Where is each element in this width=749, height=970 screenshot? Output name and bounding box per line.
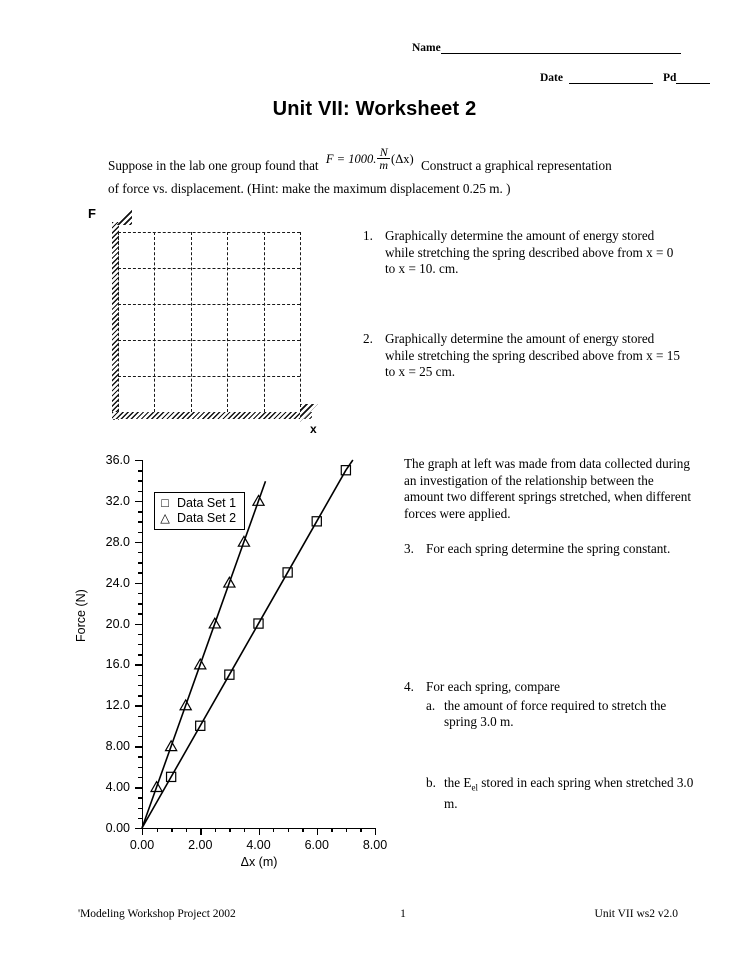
question-2 — [363, 331, 683, 381]
y-tick-label: 8.00 — [105, 739, 130, 754]
question-3-number: 3. — [404, 541, 414, 556]
x-tick-minor — [302, 828, 303, 832]
force-vs-displacement-chart — [74, 452, 408, 872]
legend-label-1: Data Set 1 — [177, 496, 237, 510]
footer-left: 'Modeling Workshop Project 2002 — [78, 908, 236, 920]
formula-fraction — [377, 147, 390, 171]
formula-denominator: m — [379, 158, 389, 172]
x-tick-minor — [157, 828, 158, 832]
intro-line-two: of force vs. displacement. (Hint: make the maximum displacement 0.25 m. ) — [108, 181, 511, 196]
y-tick-minor — [138, 726, 142, 727]
series-line-2 — [142, 481, 265, 828]
y-tick-minor — [138, 767, 142, 768]
page-title: Unit VII: Worksheet 2 — [272, 98, 477, 120]
square-data-point — [312, 517, 321, 526]
grid-x-axis-label: x — [310, 422, 317, 436]
footer-right: Unit VII ws2 v2.0 — [594, 908, 678, 920]
intro-text-after: Construct a graphical representation — [420, 158, 612, 174]
question-4a-label: a. — [426, 697, 436, 713]
question-4b-label: b. — [426, 774, 436, 790]
y-tick-minor — [138, 808, 142, 809]
question-4a — [426, 698, 694, 731]
triangle-data-point — [195, 659, 206, 669]
y-tick-minor — [138, 521, 142, 522]
graph-description-text: The graph at left was made from data collected during an investigation of the relationship between the amount two different springs stretched, when different forces were applied. — [404, 456, 691, 521]
square-data-point — [196, 721, 205, 730]
x-tick-minor — [288, 828, 289, 832]
question-3-text: For each spring determine the spring constant. — [426, 541, 671, 556]
name-field-row — [412, 42, 681, 54]
y-tick-minor — [138, 756, 142, 757]
question-4 — [404, 679, 694, 812]
square-data-point — [341, 466, 350, 475]
y-tick-label: 24.0 — [105, 575, 130, 590]
triangle-data-point — [166, 741, 177, 751]
question-4b — [426, 775, 694, 813]
y-tick-minor — [138, 675, 142, 676]
blank-graph-diagram — [88, 206, 317, 436]
x-tick-minor — [346, 828, 347, 832]
question-4b-text — [444, 775, 694, 813]
x-tick-label: 8.00 — [362, 838, 388, 852]
y-tick-minor — [138, 613, 142, 614]
question-4b-text-before: the — [444, 774, 464, 790]
elastic-energy-subscript: el — [471, 782, 478, 793]
pd-blank-line[interactable] — [676, 72, 710, 84]
legend-item-data-set-1 — [159, 496, 236, 511]
square-data-point — [254, 619, 263, 628]
question-2-number: 2. — [363, 331, 373, 346]
triangle-data-point — [151, 782, 162, 792]
y-tick-minor — [138, 818, 142, 819]
graph-description — [404, 456, 694, 522]
y-tick-major — [135, 542, 142, 543]
y-tick-minor — [138, 603, 142, 604]
x-tick-label: 2.00 — [188, 838, 213, 852]
x-axis-arrow-icon — [300, 404, 318, 422]
question-4b-text-after: stored in each spring when stretched 3.0 m. — [444, 774, 694, 811]
elastic-energy-symbol: E — [463, 774, 472, 790]
question-1-text: Graphically determine the amount of energy stored while stretching the spring described above from x = 0 to x = 10. cm. — [385, 228, 674, 276]
y-tick-minor — [138, 634, 142, 635]
y-tick-minor — [138, 562, 142, 563]
y-tick-label: 28.0 — [105, 534, 130, 549]
y-tick-label: 0.00 — [105, 821, 130, 835]
chart-x-axis-label: Δx (m) — [240, 855, 278, 869]
x-tick-minor — [186, 828, 187, 832]
y-tick-minor — [138, 777, 142, 778]
question-3 — [404, 541, 694, 558]
triangle-data-point — [253, 495, 264, 505]
page-footer — [78, 908, 678, 920]
triangle-marker-icon: △ — [160, 511, 170, 525]
formula-rhs: (Δx) — [391, 151, 414, 166]
y-tick-minor — [138, 470, 142, 471]
legend-label-2: Data Set 2 — [177, 511, 237, 525]
y-tick-minor — [138, 552, 142, 553]
chart-legend — [154, 492, 245, 530]
x-tick-minor — [171, 828, 172, 832]
x-tick-label: 4.00 — [246, 838, 271, 852]
y-tick-minor — [138, 532, 142, 533]
y-tick-label: 20.0 — [105, 616, 130, 631]
grid-box — [118, 232, 300, 412]
question-1-number: 1. — [363, 228, 373, 243]
grid-horizontal-axis — [112, 412, 312, 419]
y-tick-major — [135, 787, 142, 788]
question-2-text: Graphically determine the amount of energy stored while stretching the spring described above from x = 15 to x = 25 cm. — [385, 331, 680, 379]
square-data-point — [167, 772, 176, 781]
y-tick-label: 4.00 — [105, 780, 130, 795]
intro-paragraph — [108, 145, 688, 197]
y-tick-minor — [138, 716, 142, 717]
y-tick-major — [135, 828, 142, 829]
y-tick-major — [135, 460, 142, 461]
y-tick-minor — [138, 797, 142, 798]
square-marker-icon: □ — [161, 496, 169, 510]
y-tick-minor — [138, 685, 142, 686]
x-tick-minor — [244, 828, 245, 832]
formula-numerator: N — [379, 145, 388, 159]
x-tick-minor — [273, 828, 274, 832]
chart-y-axis-label: Force (N) — [74, 589, 88, 642]
y-tick-minor — [138, 572, 142, 573]
pd-label: Pd — [663, 71, 677, 84]
y-tick-minor — [138, 480, 142, 481]
grid-y-axis-label: F — [88, 206, 96, 221]
y-tick-major — [135, 583, 142, 584]
question-4-number: 4. — [404, 679, 414, 694]
x-tick-major — [317, 828, 318, 835]
date-blank-line[interactable] — [569, 72, 653, 84]
y-tick-major — [135, 705, 142, 706]
x-tick-minor — [215, 828, 216, 832]
y-tick-minor — [138, 736, 142, 737]
legend-item-data-set-2 — [159, 511, 236, 526]
y-tick-major — [135, 664, 142, 665]
force-formula — [325, 145, 414, 172]
triangle-data-point — [224, 577, 235, 587]
y-tick-minor — [138, 511, 142, 512]
x-tick-minor — [229, 828, 230, 832]
y-tick-label: 12.0 — [105, 698, 130, 713]
date-label: Date — [540, 71, 563, 84]
y-tick-major — [135, 746, 142, 747]
triangle-data-point — [180, 700, 191, 710]
triangle-data-point — [238, 536, 249, 546]
x-tick-minor — [331, 828, 332, 832]
x-tick-major — [375, 828, 376, 835]
x-tick-label: 0.00 — [129, 838, 155, 852]
footer-page-number: 1 — [400, 908, 406, 920]
x-tick-major — [200, 828, 201, 835]
x-tick-minor — [360, 828, 361, 832]
question-1 — [363, 228, 683, 278]
name-label: Name — [412, 41, 441, 54]
x-tick-label: 6.00 — [304, 838, 329, 852]
question-4-text: For each spring, compare — [426, 679, 561, 694]
y-tick-minor — [138, 491, 142, 492]
square-data-point — [225, 670, 234, 679]
y-tick-minor — [138, 695, 142, 696]
y-tick-major — [135, 501, 142, 502]
y-tick-major — [135, 624, 142, 625]
question-4a-text: the amount of force required to stretch the spring 3.0 m. — [444, 697, 667, 729]
name-blank-line[interactable] — [441, 42, 681, 54]
y-tick-label: 36.0 — [105, 453, 130, 467]
y-tick-minor — [138, 644, 142, 645]
x-tick-major — [259, 828, 260, 835]
date-field-row — [540, 72, 710, 84]
intro-text-before: Suppose in the lab one group found that — [108, 158, 319, 174]
y-tick-minor — [138, 654, 142, 655]
x-tick-major — [142, 828, 143, 835]
y-tick-minor — [138, 593, 142, 594]
y-tick-label: 16.0 — [105, 657, 130, 672]
triangle-data-point — [209, 618, 220, 628]
formula-lhs: F = 1000. — [325, 151, 377, 166]
y-tick-label: 32.0 — [105, 493, 130, 508]
square-data-point — [283, 568, 292, 577]
